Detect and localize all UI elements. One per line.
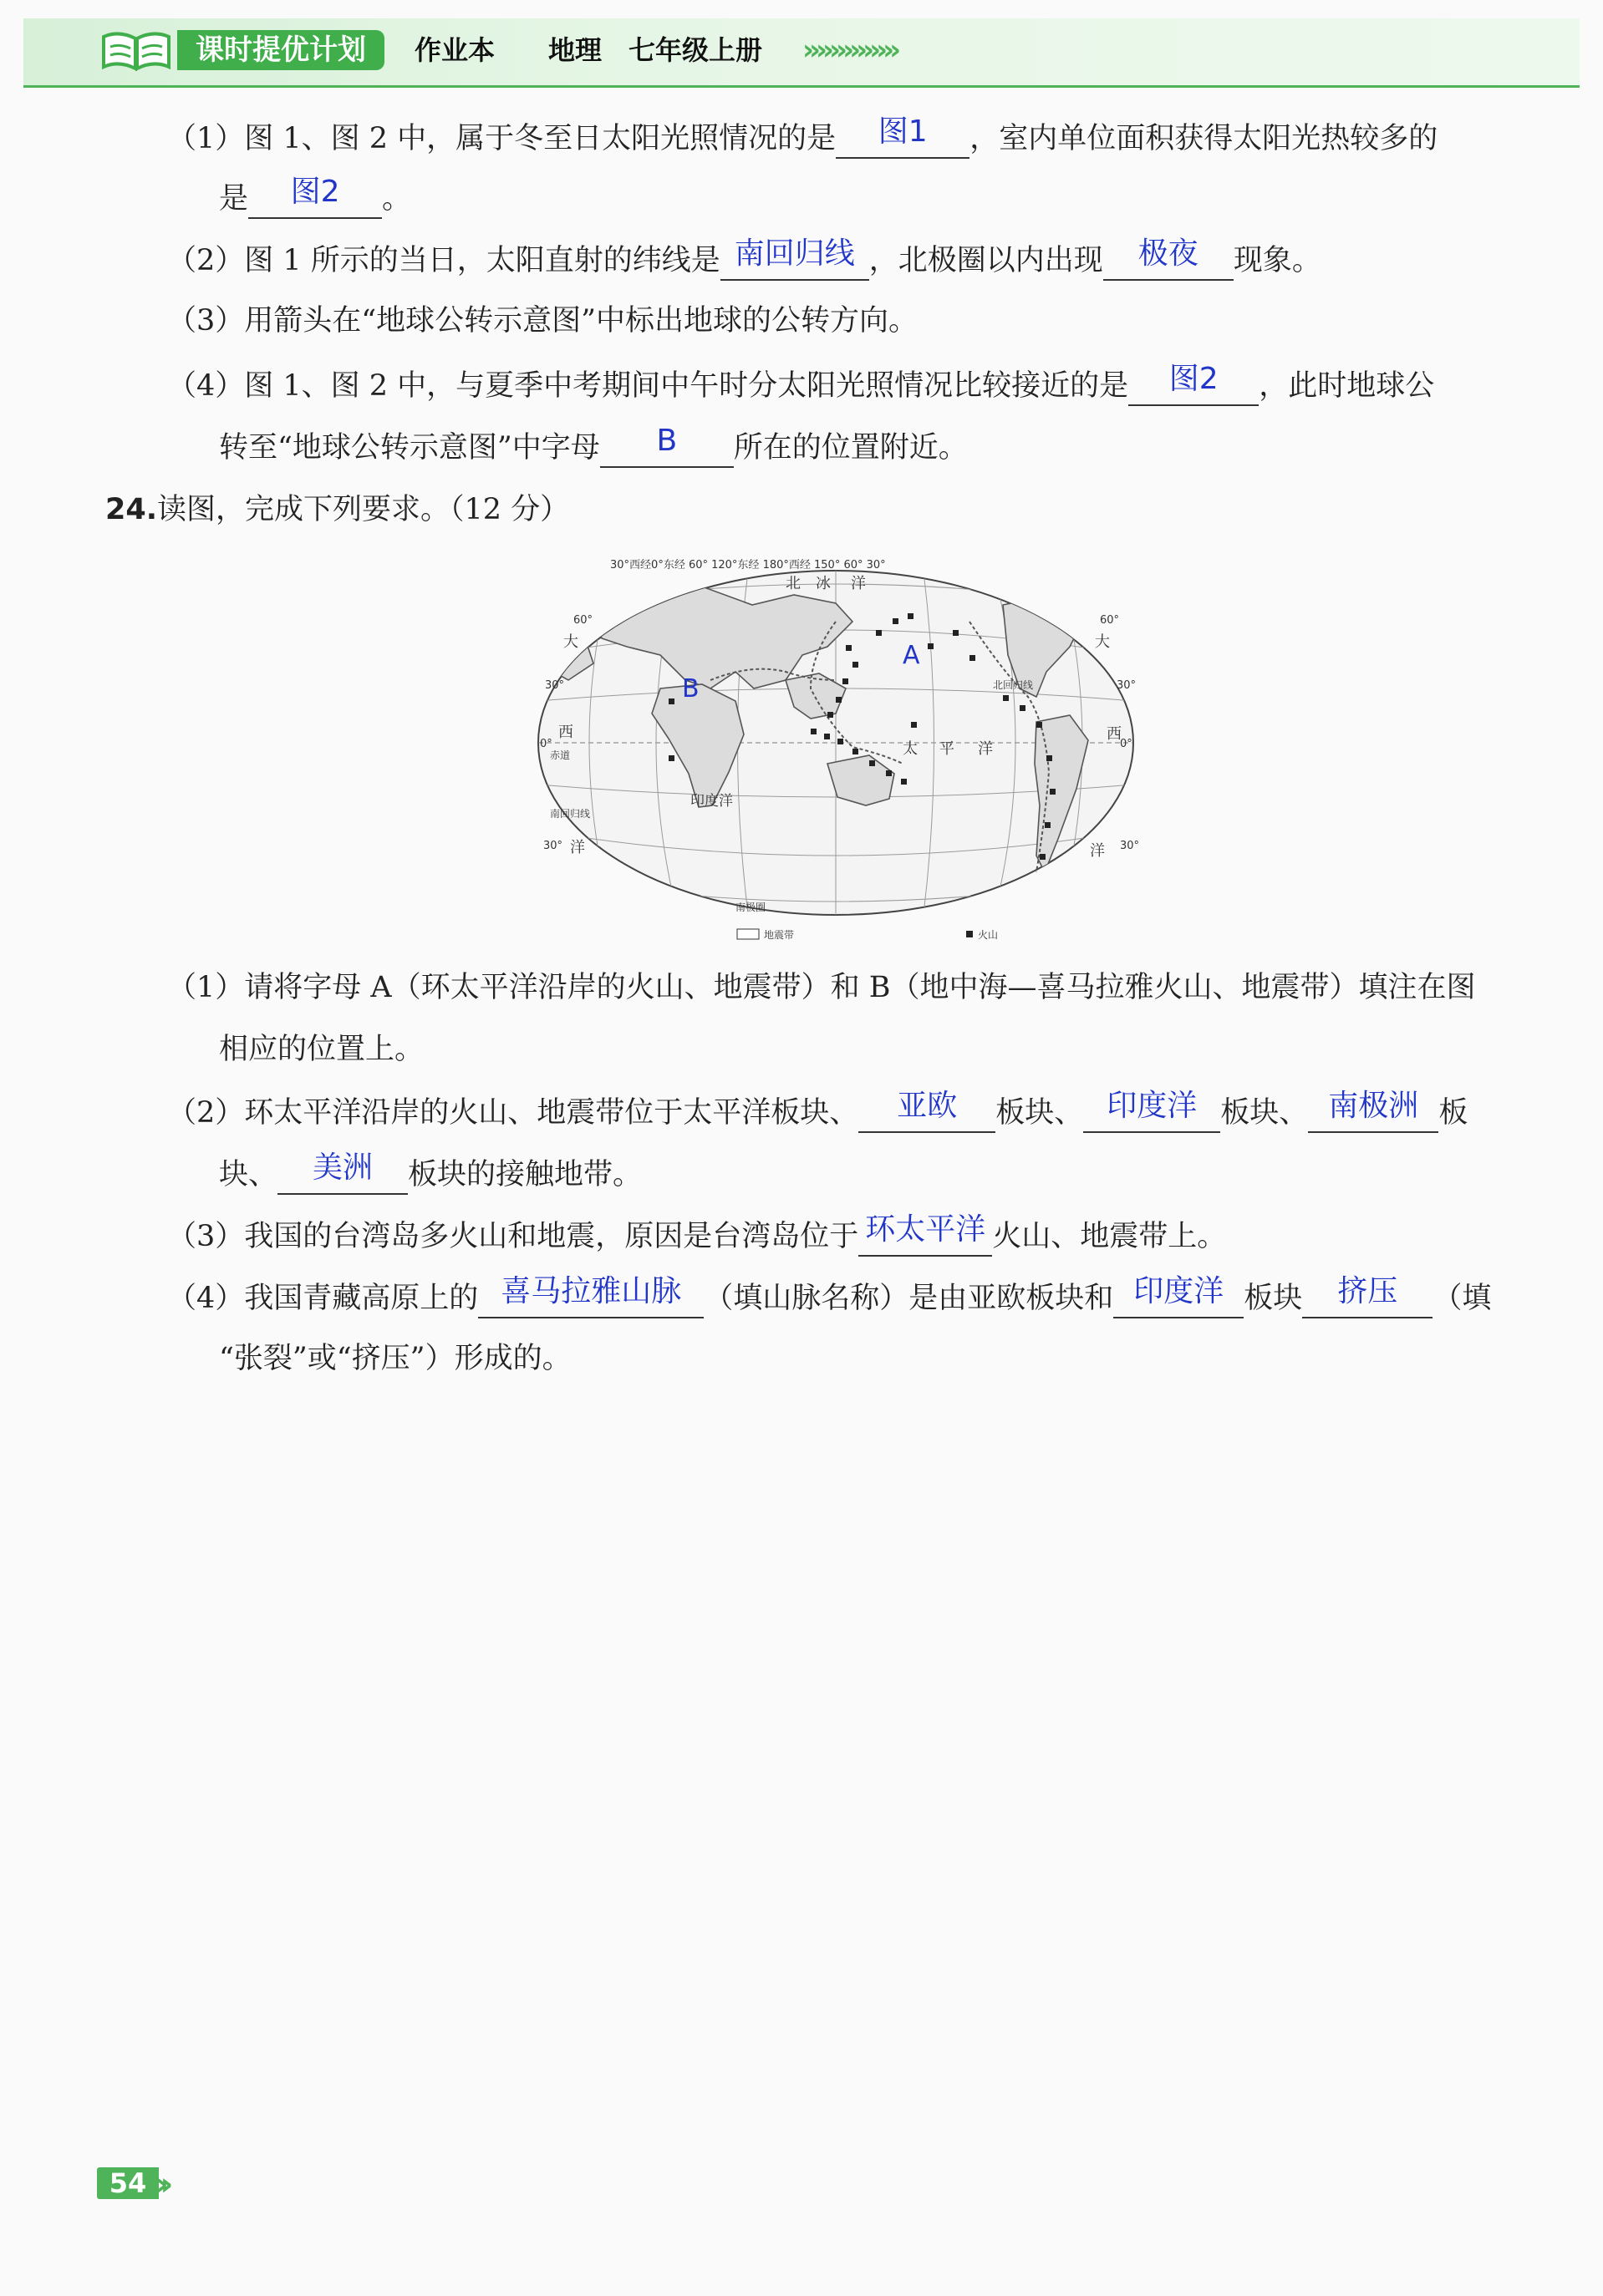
svg-text:30°: 30° bbox=[545, 679, 565, 692]
q24-part3: （3）我国的台湾岛多火山和地震，原因是台湾岛位于 环太平洋 火山、地震带上。 bbox=[167, 1215, 1226, 1257]
q23-part2: （2）图 1 所示的当日，太阳直射的纬线是 南回归线 ，北极圈以内出现 极夜 现象。 bbox=[167, 239, 1321, 281]
q23-part1-cont: 是 图2 。 bbox=[219, 177, 411, 219]
q24-stem: 24.读图，完成下列要求。（12 分） bbox=[105, 493, 570, 526]
q24-part1: （1）请将字母 A（环太平洋沿岸的火山、地震带）和 B（地中海—喜马拉雅火山、地震带）填注在图 bbox=[167, 971, 1476, 1004]
answer: 图2 bbox=[1168, 362, 1219, 396]
answer: 印度洋 bbox=[1107, 1089, 1198, 1123]
mark-A: A bbox=[903, 641, 920, 670]
svg-text:太: 太 bbox=[903, 740, 918, 758]
svg-text:30°: 30° bbox=[1117, 679, 1137, 692]
answer: 南回归线 bbox=[734, 236, 855, 271]
svg-text:洋: 洋 bbox=[1090, 842, 1105, 860]
page-number: 54 bbox=[97, 2167, 159, 2199]
q24-part2: （2）环太平洋沿岸的火山、地震带位于太平洋板块、 亚欧 板块、 印度洋 板块、 南极洲 板 bbox=[167, 1091, 1468, 1133]
q23-part4: （4）图 1、图 2 中，与夏季中考期间中午时分太阳光照情况比较接近的是 图2 ，此时地球公 bbox=[167, 364, 1434, 406]
answer: 图2 bbox=[290, 175, 340, 209]
answer: 挤压 bbox=[1337, 1274, 1398, 1308]
svg-text:大: 大 bbox=[1095, 633, 1110, 651]
q24-part1-cont: 相应的位置上。 bbox=[219, 1033, 425, 1066]
map-top-labels: 30°西经0°东经 60° 120°东经 180°西经 150° 60° 30° bbox=[610, 559, 886, 571]
svg-text:北回归线: 北回归线 bbox=[993, 679, 1034, 691]
svg-text:平: 平 bbox=[939, 740, 954, 758]
q24-part2-cont: 块、 美洲 板块的接触地带。 bbox=[219, 1153, 642, 1195]
svg-text:洋: 洋 bbox=[978, 740, 993, 758]
question-number: 24. bbox=[105, 493, 158, 526]
svg-text:60°: 60° bbox=[573, 614, 593, 627]
answer: 印度洋 bbox=[1133, 1274, 1224, 1308]
q24-part4-cont: “张裂”或“挤压”）形成的。 bbox=[219, 1342, 572, 1375]
svg-text:南回归线: 南回归线 bbox=[550, 808, 591, 820]
answer: 环太平洋 bbox=[865, 1212, 986, 1247]
svg-text:30°: 30° bbox=[543, 840, 563, 852]
svg-text:洋: 洋 bbox=[851, 575, 866, 592]
svg-text:西: 西 bbox=[1107, 725, 1122, 743]
svg-text:冰: 冰 bbox=[816, 575, 831, 592]
answer: 图1 bbox=[878, 114, 928, 149]
svg-text:南极圈: 南极圈 bbox=[735, 902, 766, 913]
book-type: 作业本 bbox=[415, 34, 496, 66]
svg-text:大: 大 bbox=[563, 633, 578, 651]
q23-part4-cont: 转至“地球公转示意图”中字母 B 所在的位置附近。 bbox=[219, 426, 968, 468]
mark-B: B bbox=[682, 674, 700, 704]
answer: 极夜 bbox=[1137, 236, 1198, 271]
q24-part4: （4）我国青藏高原上的 喜马拉雅山脉 （填山脉名称）是由亚欧板块和 印度洋 板块 挤压 （填 bbox=[167, 1277, 1491, 1318]
svg-text:印度洋: 印度洋 bbox=[690, 793, 733, 810]
book-icon bbox=[100, 28, 172, 72]
answer: B bbox=[656, 424, 678, 458]
page-number-chevrons: ›› bbox=[155, 2166, 165, 2202]
svg-text:0°: 0° bbox=[540, 738, 552, 750]
world-plate-map bbox=[535, 555, 1140, 947]
svg-text:地震带: 地震带 bbox=[764, 929, 795, 941]
subject-grade: 地理 七年级上册 bbox=[548, 34, 763, 66]
svg-text:火山: 火山 bbox=[978, 929, 999, 941]
svg-text:洋: 洋 bbox=[570, 839, 585, 856]
answer: 南极洲 bbox=[1328, 1089, 1419, 1123]
svg-text:赤道: 赤道 bbox=[550, 749, 571, 761]
map-legend bbox=[737, 928, 998, 941]
q23-part1: （1）图 1、图 2 中，属于冬至日太阳光照情况的是 图1 ，室内单位面积获得太阳光热较多的 bbox=[167, 117, 1438, 159]
svg-text:西: 西 bbox=[558, 724, 573, 741]
answer: 喜马拉雅山脉 bbox=[501, 1274, 682, 1308]
svg-text:60°: 60° bbox=[1100, 614, 1120, 627]
svg-text:北: 北 bbox=[786, 575, 801, 592]
header-chevrons: ›››››››››››››› bbox=[802, 33, 897, 67]
q23-part3: （3）用箭头在“地球公转示意图”中标出地球的公转方向。 bbox=[167, 304, 919, 338]
answer: 亚欧 bbox=[897, 1089, 958, 1123]
svg-text:0°: 0° bbox=[1120, 738, 1132, 750]
svg-text:30°: 30° bbox=[1120, 840, 1140, 852]
brand-label: 课时提优计划 bbox=[177, 30, 384, 70]
answer: 美洲 bbox=[313, 1151, 374, 1185]
